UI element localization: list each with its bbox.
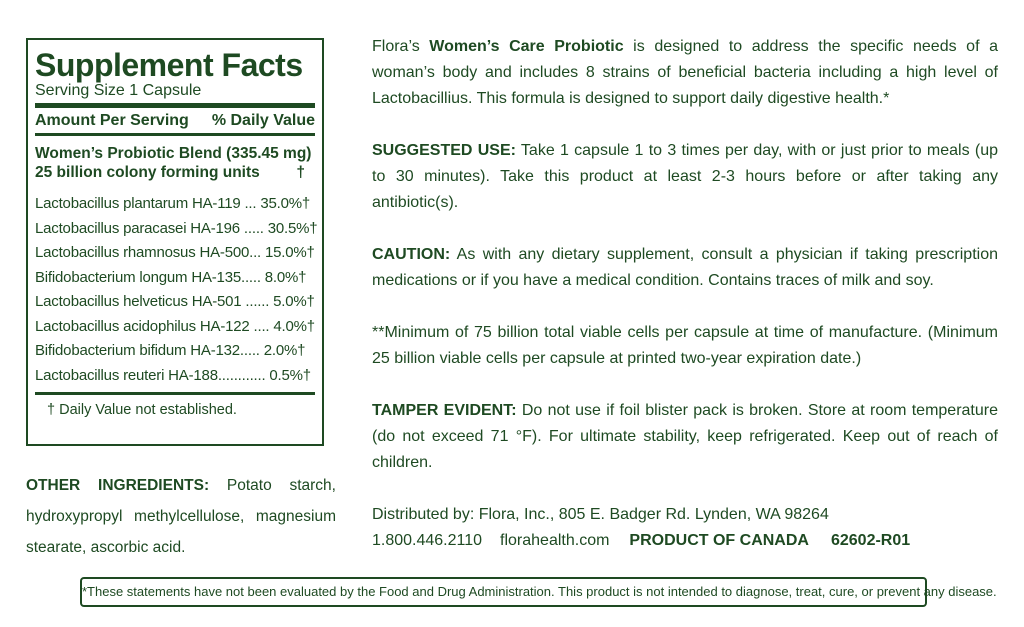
tamper-label: TAMPER EVIDENT: <box>372 402 517 419</box>
origin-label: PRODUCT OF CANADA <box>629 532 809 549</box>
intro-text: is designed to address the specific needs of a woman’s body and includes 8 strains of beneficial bacteria including a high level of Lactobacillius. This formula is designed to support daily digestive health.* <box>372 38 998 107</box>
ingredient-row: Lactobacillus helveticus HA-501 ...... 5.0%† <box>35 293 315 310</box>
supplement-facts-panel <box>26 38 324 446</box>
distributor-line: Distributed by: Flora, Inc., 805 E. Badger Rd. Lynden, WA 98264 <box>372 506 829 523</box>
ingredient-row: Lactobacillus rhamnosus HA-500... 15.0%† <box>35 244 315 261</box>
website: florahealth.com <box>500 532 610 549</box>
ingredient-row: Bifidobacterium bifidum HA-132..... 2.0%† <box>35 342 306 359</box>
blend-heading <box>35 144 315 182</box>
product-code: 62602-R01 <box>830 532 911 549</box>
ingredient-row: Lactobacillus plantarum HA-119 ... 35.0%† <box>35 195 311 212</box>
blend-cfu: 25 billion colony forming units <box>35 164 260 181</box>
suggested-use-paragraph <box>372 138 998 216</box>
facts-title: Supplement Facts <box>35 47 303 83</box>
product-description-column <box>372 34 998 554</box>
intro-prefix: Flora’s <box>372 38 430 55</box>
phone-number: 1.800.446.2110 <box>372 532 483 549</box>
daily-value-header: % Daily Value <box>211 112 315 129</box>
ingredient-row: Bifidobacterium longum HA-135..... 8.0%† <box>35 268 307 286</box>
divider <box>35 133 315 136</box>
ingredient-row: Lactobacillus reuteri HA-188............ 0.5%† <box>35 366 311 384</box>
minimum-cells-note: **Minimum of 75 billion total viable cells per capsule at time of manufacture. (Minimum 25 billion viable cells per capsule at printed two-year expiration date.) <box>372 324 998 367</box>
blend-cfu-row <box>35 163 315 182</box>
intro-paragraph <box>372 34 998 112</box>
caution-text: As with any dietary supplement, consult a physician if taking prescription medications or if you have a medical condition. Contains traces of milk and soy. <box>372 246 998 289</box>
daily-value-footnote: † Daily Value not established. <box>47 402 237 418</box>
serving-size: Serving Size 1 Capsule <box>35 82 202 99</box>
tamper-paragraph <box>372 398 998 476</box>
fda-disclaimer: *These statements have not been evaluated by the Food and Drug Administration. This product is not intended to diagnose, treat, cure, or prevent any disease. <box>80 577 927 607</box>
ingredient-row: Lactobacillus paracasei HA-196 ..... 30.5%† <box>35 219 318 237</box>
dagger-symbol: † <box>296 164 305 181</box>
divider <box>35 392 315 395</box>
other-ingredients <box>26 470 336 563</box>
suggested-use-label: SUGGESTED USE: <box>372 142 516 159</box>
facts-header-row <box>35 108 315 133</box>
contact-row <box>372 528 998 554</box>
caution-paragraph <box>372 242 998 294</box>
tamper-text: Do not use if foil blister pack is broken. Store at room temperature (do not exceed 71 °F). For ultimate stability, keep refrigerated. Keep out of reach of children. <box>372 402 998 471</box>
blend-name: Women’s Probiotic Blend (335.45 mg) <box>35 145 312 162</box>
ingredient-list <box>35 192 318 388</box>
ingredient-row: Lactobacillus acidophilus HA-122 .... 4.0%† <box>35 317 315 335</box>
suggested-use-text: Take 1 capsule 1 to 3 times per day, with or just prior to meals (up to 30 minutes). Take this product at least 2-3 hours before or after taking any antibiotic(s). <box>372 142 998 211</box>
product-name: Women’s Care Probiotic <box>429 38 624 55</box>
caution-label: CAUTION: <box>372 246 451 263</box>
other-ingredients-label: OTHER INGREDIENTS: <box>26 477 210 494</box>
amount-per-serving-header: Amount Per Serving <box>35 112 189 129</box>
other-ingredients-text: Potato starch, hydroxypropyl methylcellulose, magnesium stearate, ascorbic acid. <box>26 477 336 556</box>
